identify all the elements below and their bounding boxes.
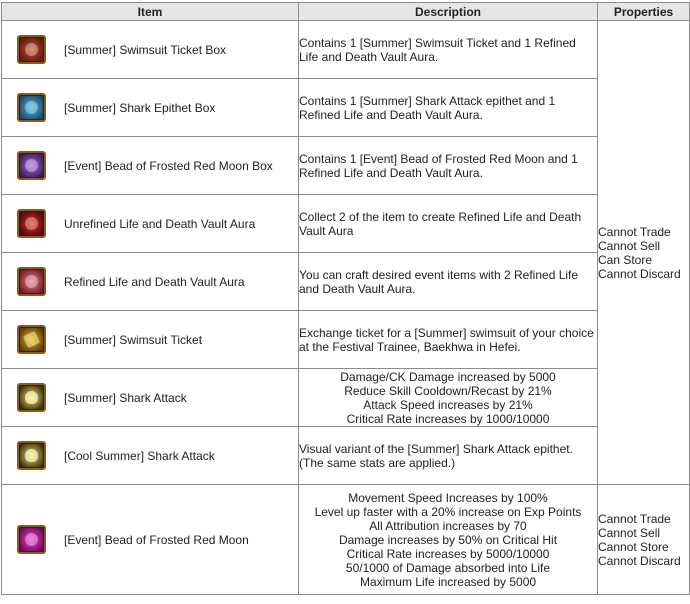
description-cell	[299, 195, 598, 253]
item-name: Unrefined Life and Death Vault Aura	[64, 216, 256, 231]
item-name: [Event] Bead of Frosted Red Moon Box	[64, 158, 273, 173]
description-cell	[299, 369, 598, 427]
description-line: Collect 2 of the item to create Refined Life and Death Vault Aura	[299, 209, 582, 238]
table-row	[2, 311, 690, 369]
table-row	[2, 21, 690, 79]
item-cell	[2, 195, 299, 253]
item-cell	[2, 485, 299, 595]
description-cell	[299, 311, 598, 369]
red-box-icon	[17, 35, 46, 64]
item-cell	[2, 79, 299, 137]
pink-orb-icon	[17, 267, 46, 296]
description-cell	[299, 21, 598, 79]
property-item: Cannot Discard	[598, 553, 681, 568]
description-cell	[299, 485, 598, 595]
item-name: Refined Life and Death Vault Aura	[64, 274, 245, 289]
description-line: Level up faster with a 20% increase on Exp Points	[314, 504, 582, 519]
golden-flame-icon	[17, 441, 46, 470]
table-row	[2, 253, 690, 311]
header-item: Item	[2, 3, 299, 21]
magenta-bead-icon	[17, 525, 46, 554]
property-item: Cannot Sell	[598, 238, 661, 253]
property-item: Can Store	[598, 252, 653, 267]
description-line: Visual variant of the [Summer] Shark Attack epithet.	[299, 441, 573, 456]
description-line: Critical Rate increases by 5000/10000	[346, 546, 550, 561]
red-orb-icon	[17, 209, 46, 238]
description-line: You can craft desired event items with 2 Refined Life and Death Vault Aura.	[299, 267, 579, 296]
header-row	[2, 3, 690, 21]
table-row	[2, 369, 690, 427]
table-row	[2, 195, 690, 253]
item-name: [Event] Bead of Frosted Red Moon	[64, 532, 249, 547]
description-line: Contains 1 [Summer] Shark Attack epithet and 1 Refined Life and Death Vault Aura.	[299, 93, 556, 122]
property-item: Cannot Sell	[598, 525, 661, 540]
properties-cell	[598, 21, 690, 485]
table-row	[2, 137, 690, 195]
description-line: Attack Speed increases by 21%	[363, 397, 533, 412]
item-cell	[2, 369, 299, 427]
description-line: Critical Rate increases by 1000/10000	[346, 411, 550, 426]
description-line: Maximum Life increased by 5000	[359, 574, 537, 589]
item-cell	[2, 21, 299, 79]
description-line: Exchange ticket for a [Summer] swimsuit of your choice at the Festival Trainee, Baekhwa in Hefei.	[299, 325, 594, 354]
description-line: Damage/CK Damage increased by 5000	[340, 369, 556, 384]
purple-box-icon	[17, 151, 46, 180]
description-line: All Attribution increases by 70	[369, 518, 527, 533]
gold-ticket-icon	[17, 325, 46, 354]
item-cell	[2, 427, 299, 485]
description-line: Reduce Skill Cooldown/Recast by 21%	[344, 383, 552, 398]
table-row	[2, 427, 690, 485]
properties-cell	[598, 485, 690, 595]
description-line: 50/1000 of Damage absorbed into Life	[345, 560, 551, 575]
item-name: [Summer] Shark Epithet Box	[64, 100, 216, 115]
description-line: Damage increases by 50% on Critical Hit	[338, 532, 558, 547]
description-cell	[299, 253, 598, 311]
table-row	[2, 485, 690, 595]
item-cell	[2, 311, 299, 369]
property-item: Cannot Trade	[598, 224, 671, 239]
item-name: [Summer] Swimsuit Ticket	[64, 332, 203, 347]
item-name: [Cool Summer] Shark Attack	[64, 448, 215, 463]
description-cell	[299, 137, 598, 195]
property-item: Cannot Store	[598, 539, 669, 554]
header-properties: Properties	[598, 3, 690, 21]
item-name: [Summer] Shark Attack	[64, 390, 187, 405]
description-line: Movement Speed Increases by 100%	[348, 490, 548, 505]
description-cell	[299, 79, 598, 137]
item-cell	[2, 253, 299, 311]
header-description: Description	[299, 3, 598, 21]
property-item: Cannot Discard	[598, 266, 681, 281]
golden-flame-icon	[17, 383, 46, 412]
table-row	[2, 79, 690, 137]
item-cell	[2, 137, 299, 195]
description-cell	[299, 427, 598, 485]
description-line: Contains 1 [Summer] Swimsuit Ticket and 1 Refined Life and Death Vault Aura.	[299, 35, 576, 64]
description-line: (The same stats are applied.)	[299, 455, 456, 470]
description-line: Contains 1 [Event] Bead of Frosted Red Moon and 1 Refined Life and Death Vault Aura.	[299, 151, 578, 180]
item-name: [Summer] Swimsuit Ticket Box	[64, 42, 227, 57]
items-table	[1, 2, 690, 595]
blue-box-icon	[17, 93, 46, 122]
property-item: Cannot Trade	[598, 511, 671, 526]
